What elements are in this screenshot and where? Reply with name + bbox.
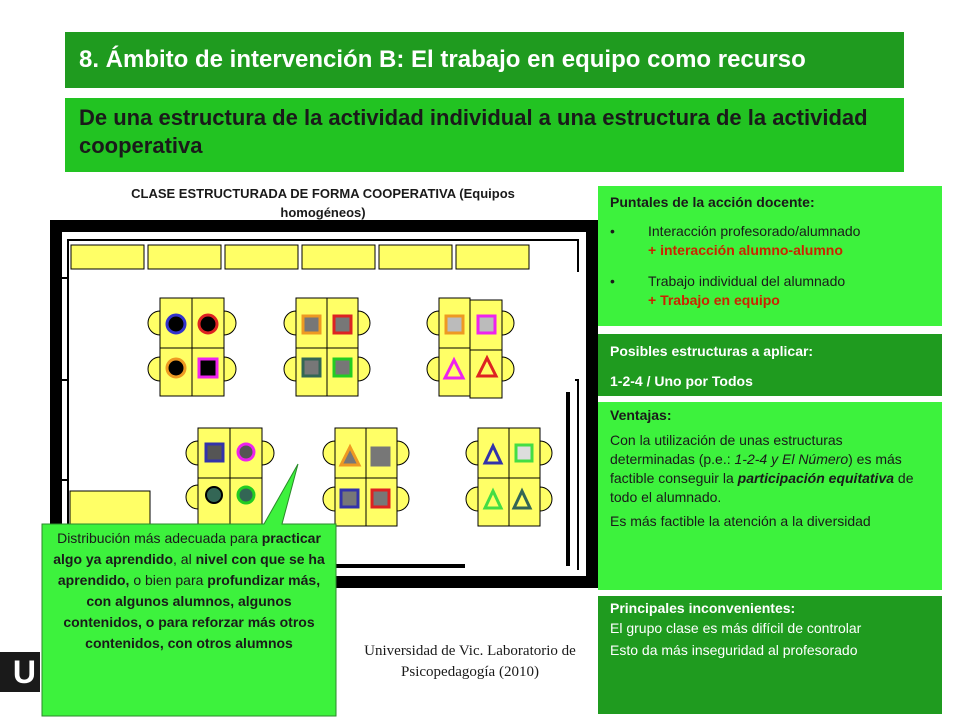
group-table-2 [284,298,370,396]
group-table-3 [427,298,514,398]
panel-ventajas [598,402,942,590]
classroom-heading [58,184,588,222]
student-marker [478,316,495,333]
group-table-6 [466,428,552,526]
panel-inconvenientes [598,596,942,714]
panel-estructuras-heading: Posibles estructuras a aplicar: [610,343,814,359]
university-logo: U [0,652,40,692]
list-item: • Trabajo individual del alumnado + Trabajo en equipo [610,273,846,308]
student-marker [303,359,320,376]
panel-ventajas-heading: Ventajas: [610,407,672,423]
group-table-1 [148,298,236,396]
student-marker [334,316,351,333]
footer-credit [340,641,600,683]
student-marker [238,444,254,460]
callout-text: Distribución más adecuada para practicar algo ya aprendido, al nivel con que se ha aprendido, o bien para profundizar más, con algunos alumnos, algunos contenidos, o para reforzar más otros contenidos, con otros alumnos [53,530,325,651]
panel-ventajas-p1: Con la utilización de unas estructuras determinadas (p.e.: 1-2-4 y El Número) es más factible conseguir la participación equitativa de todo el alumnado. [610,432,914,505]
student-marker [372,490,389,507]
list-item: • Interacción profesorado/alumnado + interacción alumno-alumno [610,223,861,258]
panel-inconvenientes-heading: Principales inconvenientes: [610,600,796,616]
classroom-heading-line2: homogéneos) [280,205,366,220]
footer-line2: Psicopedagogía (2010) [401,664,539,680]
student-marker [334,359,351,376]
panel-inconvenientes-p2: Esto da más inseguridad al profesorado [610,642,858,658]
panel-puntales [598,186,942,326]
student-marker [206,444,223,461]
student-marker [199,359,217,377]
student-marker [199,315,217,333]
page-title-text: 8. Ámbito de intervención B: El trabajo en equipo como recurso [79,46,806,73]
panel-puntales-heading: Puntales de la acción docente: [610,194,815,210]
panel-inconvenientes-p1: El grupo clase es más difícil de controlar [610,620,862,636]
panel-ventajas-p2: Es más factible la atención a la diversidad [610,513,871,529]
footer-line1: Universidad de Vic. Laboratorio de [364,643,576,659]
student-marker [167,315,185,333]
panel-estructuras [598,334,942,396]
panel-estructuras-text: 1-2-4 / Uno por Todos [610,373,753,389]
student-marker [516,445,532,461]
page-title [65,32,904,88]
student-marker [446,316,463,333]
student-marker [372,448,389,465]
student-marker [167,359,185,377]
classroom-heading-line1: CLASE ESTRUCTURADA DE FORMA COOPERATIVA (Equipos [131,186,515,201]
student-marker [303,316,320,333]
page-subtitle: De una estructura de la actividad individual a una estructura de la actividad cooperativa [65,98,904,172]
student-marker [341,490,358,507]
